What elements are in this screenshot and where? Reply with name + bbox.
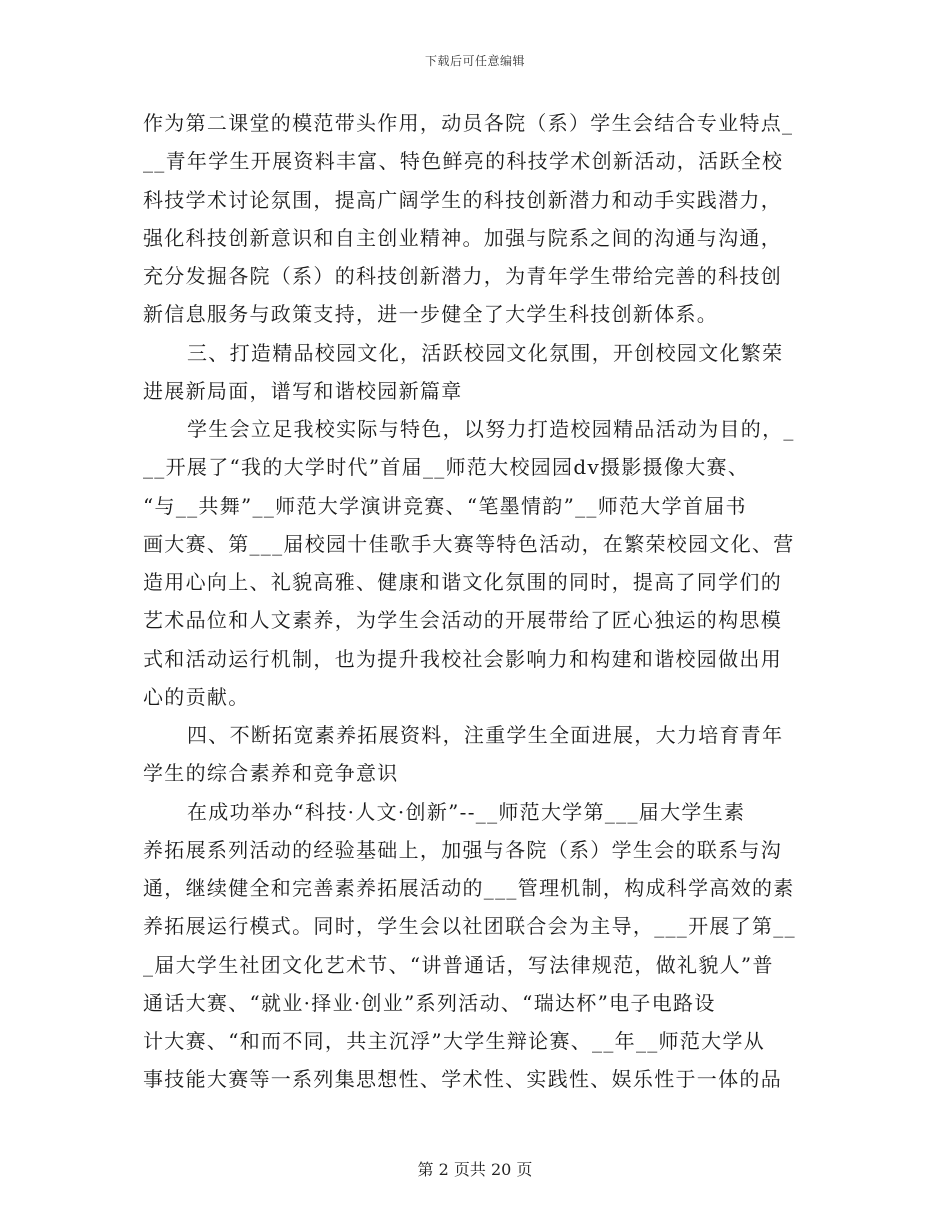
- text-line: 心的贡献。: [143, 684, 250, 709]
- text-line: 作为第二课堂的模范带头作用，动员各院（系）学生会结合专业特点_: [143, 111, 794, 135]
- text-line: 通，继续健全和完善素养拓展活动的___管理机制，构成科学高效的素: [143, 876, 795, 900]
- text-line: 艺术品位和人文素养，为学生会活动的开展带给了匠心独运的构思模: [143, 608, 782, 633]
- text-line: __青年学生开展资料丰富、特色鲜亮的科技学术创新活动，活跃全校: [143, 149, 784, 174]
- text-line: 养拓展系列活动的经验基础上，加强与各院（系）学生会的联系与沟: [143, 837, 782, 862]
- text-line: “与__共舞”__师范大学演讲竞赛、“笔墨情韵”__师范大学首届书: [143, 493, 747, 518]
- text-line: 计大赛、“和而不同，共主沉浮”大学生辩论赛、__年__师范大学从: [143, 1029, 766, 1053]
- text-line: 学生的综合素养和竞争意识: [143, 761, 399, 786]
- text-line: 式和活动运行机制，也为提升我校社会影响力和构建和谐校园做出用: [143, 646, 782, 671]
- body-text: [143, 104, 807, 1099]
- text-line: 强化科技创新意识和自主创业精神。加强与院系之间的沟通与沟通，: [143, 225, 782, 250]
- text-line: 养拓展运行模式。同时，学生会以社团联合会为主导，___开展了第__: [143, 914, 796, 939]
- text-line: 学生会立足我校实际与特色，以努力打造校园精品活动为目的，_: [187, 417, 795, 441]
- text-line: _届大学生社团文化艺术节、“讲普通话，写法律规范，做礼貌人”普: [143, 952, 774, 977]
- text-line: 新信息服务与政策支持，进一步健全了大学生科技创新体系。: [143, 302, 719, 327]
- text-line: 通话大赛、“就业·择业·创业”系列活动、“瑞达杯”电子电路设: [143, 990, 716, 1015]
- page-number: 第 2 页共 20 页: [417, 1160, 533, 1179]
- text-line: 事技能大赛等一系列集思想性、学术性、实践性、娱乐性于一体的品: [143, 1067, 782, 1092]
- text-line: 四、不断拓宽素养拓展资料，注重学生全面进展，大力培育青年: [187, 723, 784, 747]
- text-line: 科技学术讨论氛围，提高广阔学生的科技创新潜力和动手实践潜力，: [143, 187, 782, 212]
- text-line: 进展新局面，谱写和谐校园新篇章: [143, 378, 463, 403]
- text-line: 在成功举办“科技·人文·创新”--__师范大学第___届大学生素: [187, 799, 746, 824]
- text-line: 三、打造精品校园文化，活跃校园文化氛围，开创校园文化繁荣: [187, 340, 784, 365]
- text-line: 画大赛、第___届校园十佳歌手大赛等特色活动，在繁荣校园文化、营: [143, 531, 795, 556]
- text-line: __开展了“我的大学时代”首届__师范大校园园dv摄影摄像大赛、: [143, 455, 750, 480]
- header-note: 下载后可任意编辑: [424, 54, 525, 68]
- text-line: 充分发掘各院（系）的科技创新潜力，为青年学生带给完善的科技创: [143, 264, 782, 288]
- text-line: 造用心向上、礼貌高雅、健康和谐文化氛围的同时，提高了同学们的: [143, 570, 782, 594]
